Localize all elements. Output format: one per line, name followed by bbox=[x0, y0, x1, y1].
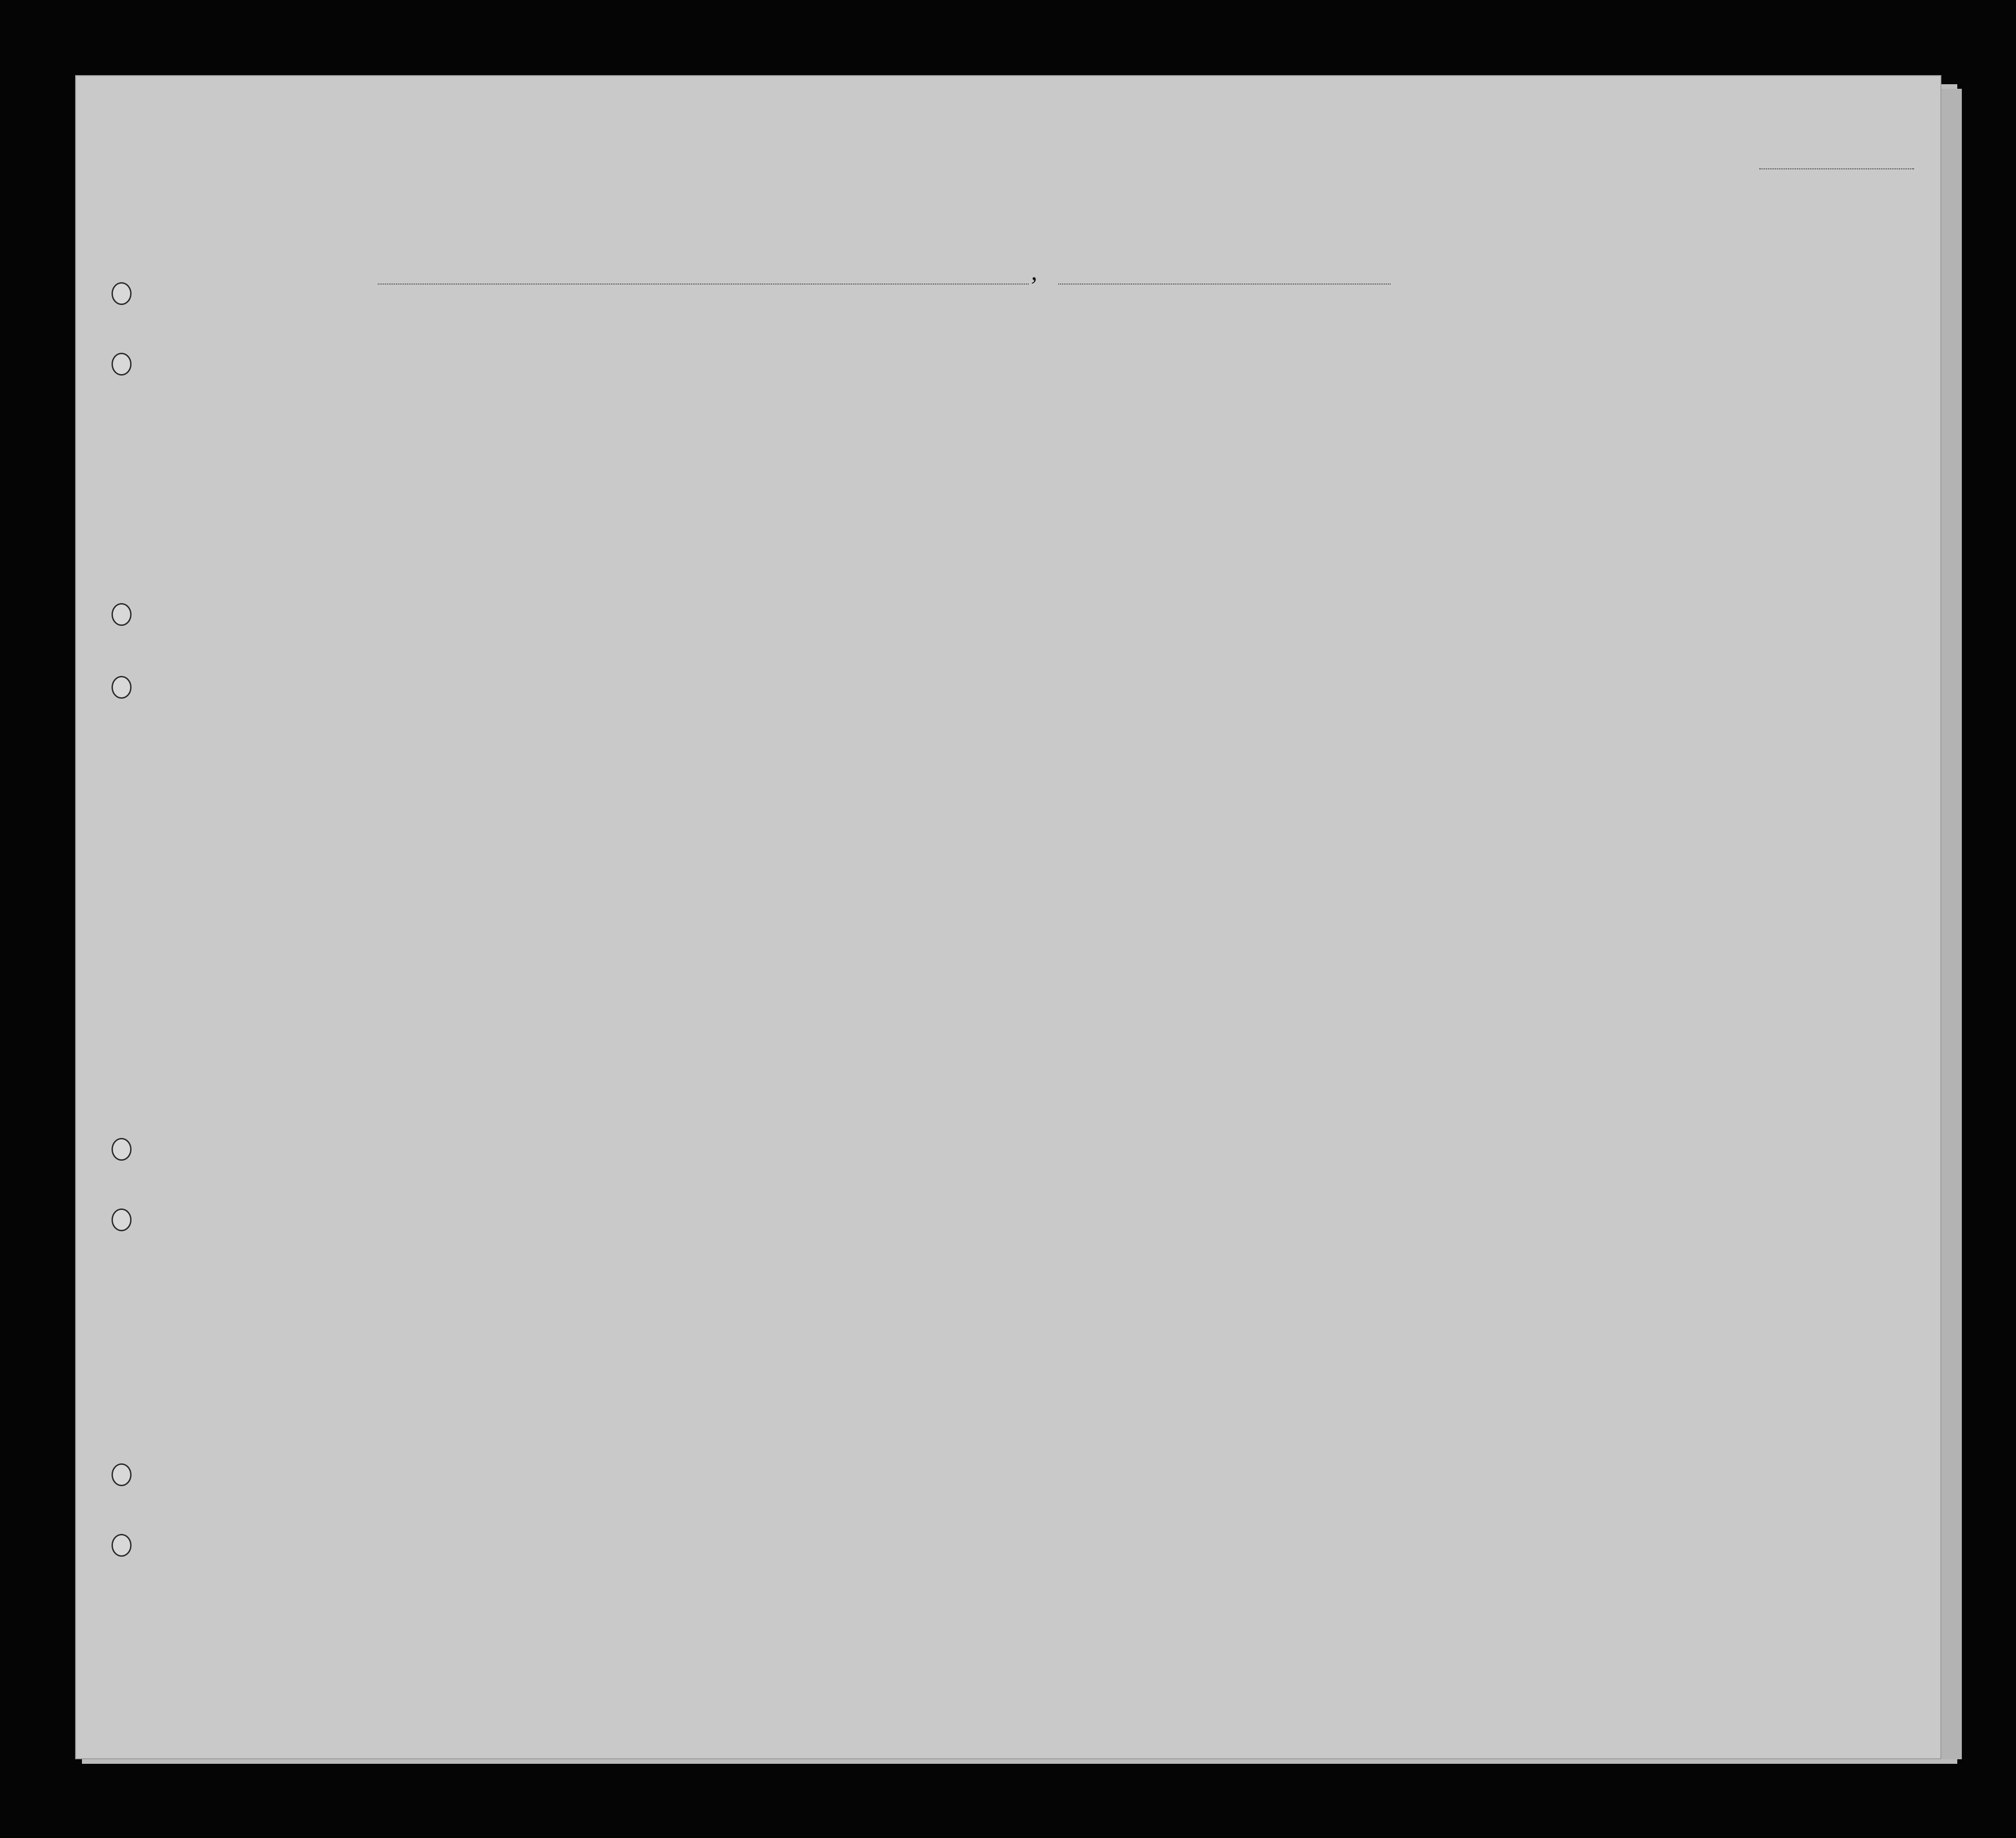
list-underline bbox=[1759, 168, 1914, 169]
comma: , bbox=[1031, 258, 1037, 286]
manifest-sheet bbox=[75, 75, 1941, 1759]
punch-hole bbox=[112, 603, 132, 626]
punch-hole bbox=[112, 1208, 132, 1231]
punch-hole bbox=[112, 282, 132, 305]
punch-hole bbox=[112, 1138, 132, 1161]
punch-hole bbox=[112, 353, 132, 376]
table-grid bbox=[75, 75, 1941, 1759]
punch-hole bbox=[112, 1534, 132, 1557]
punch-hole bbox=[112, 676, 132, 699]
punch-hole bbox=[112, 1463, 132, 1486]
